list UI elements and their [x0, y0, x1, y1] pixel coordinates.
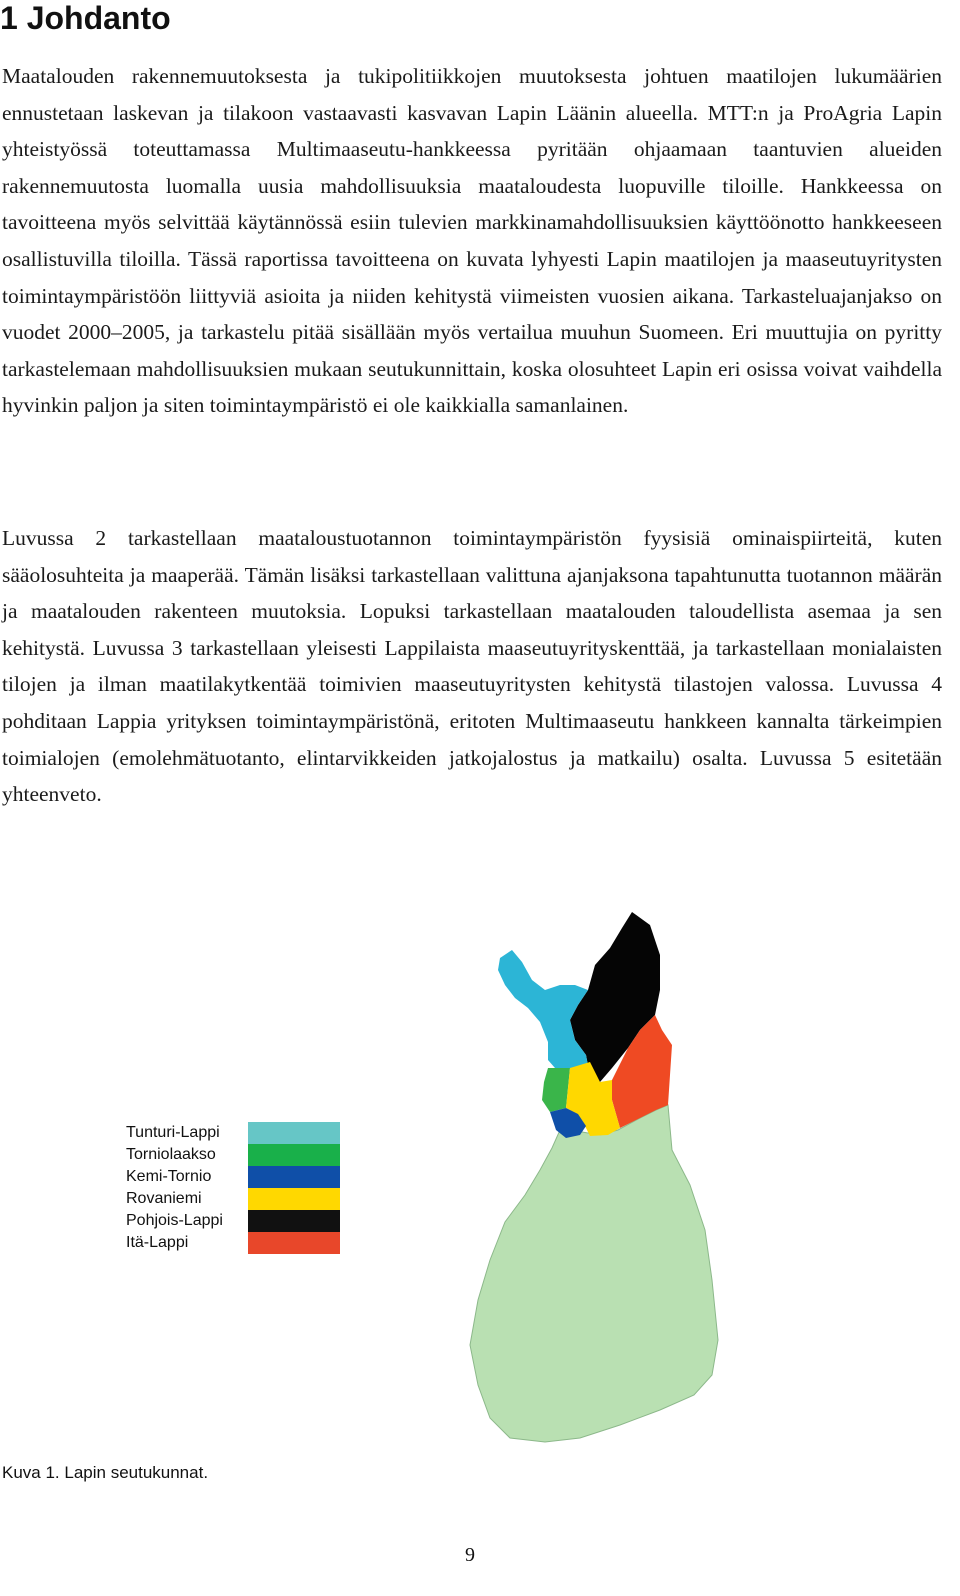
map-region-rest-of-finland [470, 1105, 718, 1442]
legend-item [126, 1144, 340, 1166]
page-number: 9 [465, 1544, 475, 1566]
map-region-torniolaakso [542, 1068, 570, 1112]
legend-item [126, 1166, 340, 1188]
legend-swatch [248, 1188, 340, 1210]
legend-label: Itä-Lappi [126, 1234, 189, 1251]
chapter-overview-paragraph: Luvussa 2 tarkastellaan maataloustuotannon toimintaympäristön fyysisiä ominaispiirteitä, kuten sääolosuhteita ja maaperää. Tämän lisäksi tarkastellaan valittuna ajanjaksona tapahtunutta tuotannon määrän ja maatalouden rakenteen muutoksia. Lopuksi tarkastellaan maatalouden taloudellista asemaa ja sen kehitystä. Luvussa 3 tarkastellaan yleisesti Lappilaista maaseutuyrityskenttää, ja tarkastellaan monialaisten tilojen ja ilman maatilakytkentää toimivien maaseutuyritysten kehitystä tilastojen valossa. Luvussa 4 pohditaan Lappia yrityksen toimintaympäristönä, eritoten Multimaaseutu hankkeen kannalta tärkeimpien toimialojen (emolehmätuotanto, elintarvikkeiden jatkojalostus ja matkailu) osalta. Luvussa 5 esitetään yhteenveto. [2, 526, 942, 807]
legend-label: Kemi-Tornio [126, 1168, 212, 1185]
legend-label: Pohjois-Lappi [126, 1212, 223, 1229]
map-legend [126, 1122, 340, 1254]
legend-item [126, 1210, 340, 1232]
legend-swatch [248, 1166, 340, 1188]
legend-item [126, 1232, 340, 1254]
legend-swatch [248, 1232, 340, 1254]
chapter-heading: 1 Johdanto [0, 0, 171, 36]
legend-swatch [248, 1144, 340, 1166]
legend-item [126, 1122, 340, 1144]
legend-label: Rovaniemi [126, 1190, 202, 1207]
intro-paragraph: Maatalouden rakennemuutoksesta ja tukipolitiikkojen muutoksesta johtuen maatilojen lukumäärien ennustetaan laskevan ja tilakoon vastaavasti kasvavan Lapin Läänin alueella. MTT:n ja ProAgria Lapin yhteistyössä toteuttamassa Multimaaseutu-hankkeessa pyritään ohjaamaan taantuvien alueiden rakennemuutosta luomalla uusia mahdollisuuksia maataloudesta luopuville tiloille. Hankkeessa on tavoitteena myös selvittää käytännössä esiin tulevien markkinamahdollisuuksien käyttöönotto hankkeeseen osallistuvilla tiloilla. Tässä raportissa tavoitteena on kuvata lyhyesti Lapin maatilojen ja maaseutuyritysten toimintaympäristöön liittyviä asioita ja niiden kehitystä viimeisten vuosien aikana. Tarkasteluajanjakso on vuodet 2000–2005, ja tarkastelu pitää sisällään myös vertailua muuhun Suomeen. Eri muuttujia on pyritty tarkastelemaan mahdollisuuksien mukaan seutukunnittain, koska olosuhteet Lapin eri osissa voivat vaihdella hyvinkin paljon ja siten toimintaympäristö ei ole kaikkialla samanlainen. [2, 64, 942, 418]
legend-swatch [248, 1210, 340, 1232]
legend-item [126, 1188, 340, 1210]
legend-label: Tunturi-Lappi [126, 1124, 220, 1141]
legend-label: Torniolaakso [126, 1146, 216, 1163]
legend-swatch [248, 1122, 340, 1144]
figure-caption: Kuva 1. Lapin seutukunnat. [2, 1463, 209, 1482]
